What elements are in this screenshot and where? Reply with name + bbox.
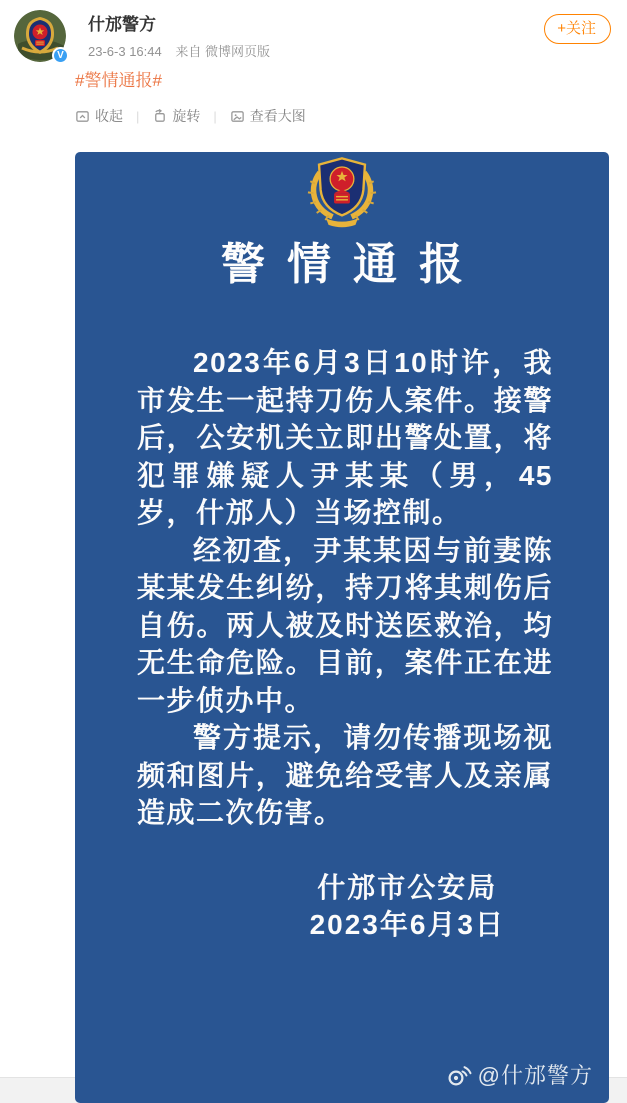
header-meta: [88, 10, 611, 60]
police-emblem-icon: [302, 152, 382, 228]
notice-paragraph: 经初查，尹某某因与前妻陈某某发生纠纷，持刀将其刺伤后自伤。两人被及时送医救治，均无生命危险。目前，案件正在进一步侦办中。: [137, 534, 553, 716]
watermark: [446, 1059, 593, 1090]
collapse-icon: [75, 109, 90, 124]
post-meta: [88, 41, 611, 60]
watermark-text: @什邡警方: [477, 1063, 593, 1088]
notice-signature: [310, 869, 505, 944]
source-link[interactable]: 微博网页版: [205, 44, 271, 59]
notice-paragraph: 2023年6月3日10时许，我市发生一起持刀伤人案件。接警后，公安机关立即出警处置，将犯罪嫌疑人尹某某（男，45岁，什邡人）当场控制。: [137, 347, 553, 528]
source-prefix: 来自: [175, 44, 202, 59]
notice-body: [137, 344, 553, 832]
timestamp: 23-6-3 16:44: [88, 44, 162, 59]
collapse-button[interactable]: [75, 106, 123, 126]
view-large-icon: [230, 109, 245, 124]
image-toolbar: [75, 106, 627, 126]
verified-badge: V: [52, 47, 69, 64]
signature-date: 2023年6月3日: [309, 909, 505, 940]
notice-image[interactable]: [75, 152, 609, 1103]
toolbar-separator: |: [213, 108, 217, 124]
user-name[interactable]: 什邡警方: [88, 15, 156, 34]
rotate-button[interactable]: [152, 106, 200, 126]
view-large-button[interactable]: [230, 106, 306, 126]
hashtag-link[interactable]: #警情通报#: [75, 71, 162, 90]
toolbar-separator: |: [136, 108, 140, 124]
collapse-label: 收起: [95, 108, 123, 124]
notice-title: 警情通报: [221, 240, 485, 289]
view-large-label: 查看大图: [249, 108, 306, 124]
follow-button[interactable]: +关注: [544, 14, 611, 44]
notice-paragraph: 警方提示，请勿传播现场视频和图片，避免给受害人及亲属造成二次伤害。: [137, 722, 553, 828]
rotate-icon: [152, 109, 167, 124]
avatar[interactable]: [14, 10, 66, 62]
signature-org: 什邡市公安局: [317, 871, 498, 903]
rotate-label: 旋转: [172, 108, 201, 124]
post-header: [0, 0, 627, 60]
